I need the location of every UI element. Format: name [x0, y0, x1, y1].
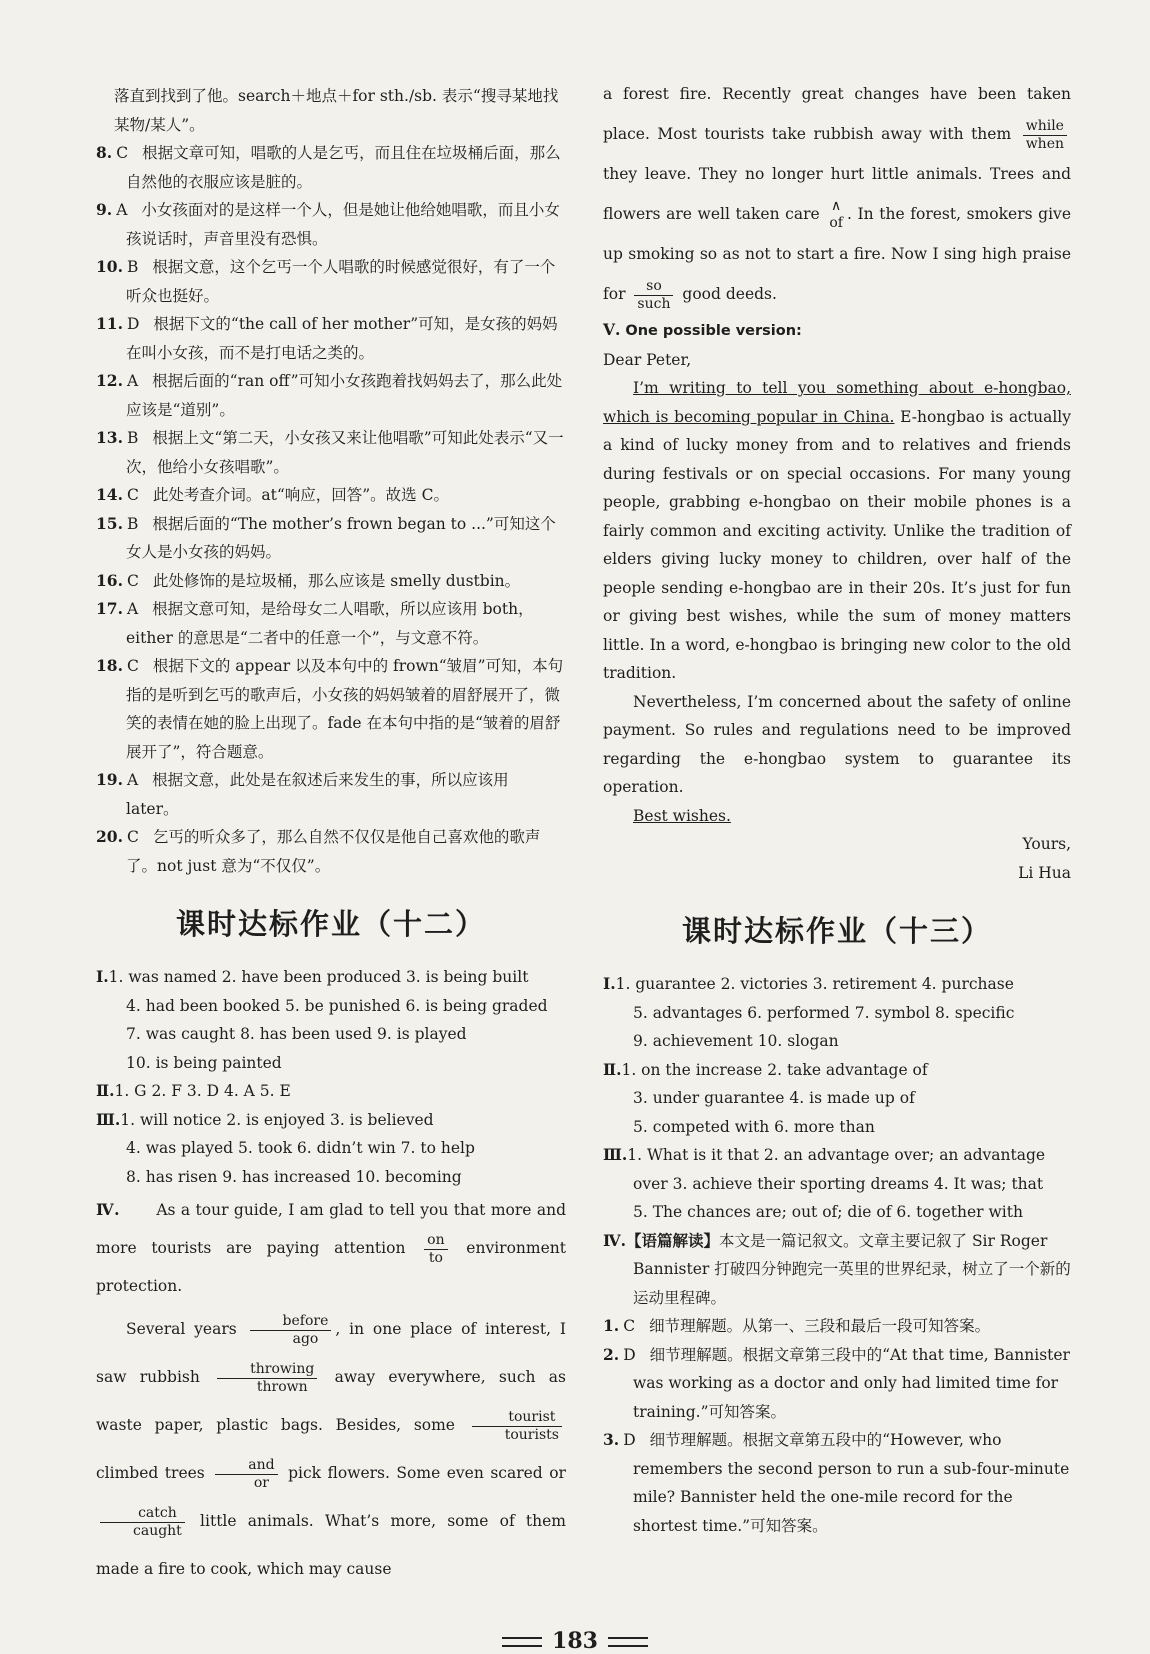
essay-text: environment protection. [96, 1239, 566, 1295]
answer-number: 16. [96, 570, 123, 590]
essay-text: As a tour guide, I am glad to tell you that more and more tourists are paying attention [96, 1201, 566, 1257]
answer-item [603, 1426, 1071, 1540]
exercise-12-part-2 [96, 1077, 566, 1106]
answer-explanation: 根据后面的“The mother’s frown began to ...”可知这个女人是小女孩的妈妈。 [126, 514, 556, 561]
answer-letter: D [623, 1345, 636, 1364]
correction-mark: while when [1023, 118, 1067, 153]
answer-letter: B [126, 429, 139, 447]
answer-line: 3. under guarantee 4. is made up of [633, 1089, 915, 1107]
answer-explanation: 根据下文的“the call of her mother”可知，是女孩的妈妈在叫小女孩，而不是打电话之类的。 [126, 315, 558, 362]
part-label: Ⅰ. [603, 974, 616, 993]
answer-line: over 3. achieve their sporting dreams 4. It was; that [633, 1174, 1044, 1193]
answer-letter: C [116, 144, 129, 162]
answer-line: 1. will notice 2. is enjoyed 3. is believed [120, 1110, 434, 1129]
answer-letter: C [126, 828, 139, 846]
answer-line: 5. The chances are; out of; die of 6. together with [633, 1203, 1023, 1221]
answer-letter: C [126, 571, 139, 590]
correction-mark: throwing thrown [217, 1361, 317, 1396]
right-column [603, 82, 1071, 1540]
answer-item [96, 424, 566, 481]
answer-number: 11. [96, 314, 123, 333]
correction-mark: so such [634, 278, 673, 313]
part-label: Ⅳ. [603, 1230, 626, 1250]
answer-letter: C [126, 657, 139, 675]
answer-line: 5. advantages 6. performed 7. symbol 8. specific [633, 1003, 1015, 1022]
answer-number: 14. [96, 485, 123, 504]
answer-letter: D [126, 315, 140, 333]
answer-line: 1. guarantee 2. victories 3. retirement 4. purchase [615, 975, 1014, 993]
letter-underlined: I’m writing to tell you something about e-hongbao, which is becoming popular in China. [603, 379, 1071, 426]
answer-item [96, 567, 566, 596]
answer-explanation: 细节理解题。根据文章第五段中的“However, who remembers the second person to run a sub-four-minute mile? Bannister held the one-mile record for the shortest time.”可知答案。 [633, 1431, 1070, 1535]
essay-text: away everywhere, such as waste paper, plastic bags. Besides, some [96, 1368, 566, 1434]
answer-explanation: 小女孩面对的是这样一个人，但是她让他给她唱歌，而且小女孩说话时，声音里没有恐惧。 [126, 201, 560, 248]
answer-explanation: 此处修饰的是垃圾桶，那么应该是 smelly dustbin。 [152, 571, 521, 590]
letter-sign-off: Yours, [1022, 835, 1071, 853]
exercise-13-part-2 [603, 1056, 1071, 1142]
answer-number: 10. [96, 257, 123, 276]
letter-signature: Li Hua [1018, 863, 1071, 882]
right-answer-list [603, 1312, 1071, 1540]
answer-number: 20. [96, 827, 123, 846]
answer-line: 1. What is it that 2. an advantage over; an advantage [627, 1146, 1046, 1164]
answer-explanation: 细节理解题。从第一、三段和最后一段可知答案。 [649, 1317, 991, 1335]
answer-number: 3. [603, 1430, 620, 1449]
letter-body: E-hongbao is actually a kind of lucky money from and to relatives and friends during festivals or on special occasions. For many young people, grabbing e-hongbao on their mobile phones is a fairly common and exciting activity. Unlike the tradition of elders giving lucky money to children, over half of the people sending e-hongbao are in their 20s. It’s just for fun or giving best wishes, while the sum of money matters little. In a word, e-hongbao is bringing new color to the old tradition. [603, 407, 1071, 682]
answer-explanation: 细节理解题。根据文章第三段中的“At that time, Bannister was working as a doctor and only had limited time for training.”可知答案。 [633, 1345, 1070, 1421]
answer-line: 8. has risen 9. has increased 10. becoming [126, 1167, 462, 1186]
answer-item [96, 652, 566, 766]
correction-mark: catch caught [100, 1505, 185, 1540]
exercise-12-part-4 [96, 1191, 566, 1593]
section-title-12: 课时达标作业（十二） [175, 907, 486, 941]
letter-greeting: Dear Peter, [603, 350, 692, 369]
answer-letter: A [126, 372, 139, 390]
answer-item [96, 253, 566, 310]
answer-line: 1. was named 2. have been produced 3. is being built [108, 968, 529, 986]
answer-number: 8. [96, 143, 113, 162]
exercise-12-part-1 [96, 963, 566, 1077]
answer-item [603, 1312, 1071, 1341]
correction-mark: $\frac{on}{to}$ [424, 1232, 447, 1267]
answer-item [96, 367, 566, 424]
answer-explanation: 根据文意，这个乞丐一个人唱歌的时候感觉很好，有了一个听众也挺好。 [126, 258, 556, 305]
answer-line: 4. had been booked 5. be punished 6. is being graded [126, 996, 548, 1015]
answer-explanation: 根据后面的“ran off”可知小女孩跑着找妈妈去了，那么此处应该是“道别”。 [126, 372, 563, 419]
essay-text: , in one place of interest, I saw rubbish [96, 1320, 566, 1386]
answer-number: 18. [96, 656, 123, 675]
footer-rule-right [608, 1637, 648, 1647]
part-label: Ⅲ. [603, 1145, 628, 1164]
version-heading: One possible version: [625, 323, 802, 339]
answer-item [96, 823, 566, 880]
answer-line: 5. competed with 6. more than [633, 1117, 875, 1136]
answer-explanation: 根据文章可知，唱歌的人是乞丐，而且住在垃圾桶后面，那么自然他的衣服应该是脏的。 [126, 144, 561, 191]
answer-number: 2. [603, 1344, 620, 1364]
answer-item [96, 595, 566, 652]
essay-text: pick flowers. Some even scared or [288, 1464, 566, 1482]
exercise-13-part-1 [603, 970, 1071, 1056]
answer-explanation: 根据文意，此处是在叙述后来发生的事，所以应该用 later。 [126, 771, 509, 818]
answer-number: 12. [96, 371, 123, 390]
answer-number: 15. [96, 513, 123, 533]
answer-letter: A [126, 600, 139, 618]
answer-item [96, 766, 566, 823]
answer-line: 9. achievement 10. slogan [633, 1032, 839, 1050]
essay-text: little animals. What’s more, some of them made a fire to cook, which may cause [96, 1512, 566, 1578]
section-title-13: 课时达标作业（十三） [681, 914, 992, 948]
correction-mark: tourist tourists [472, 1409, 562, 1444]
answer-item [96, 481, 566, 510]
essay-text: climbed trees [96, 1464, 205, 1482]
answer-line: 1. on the increase 2. take advantage of [621, 1060, 928, 1079]
essay-continuation [603, 74, 1071, 314]
answer-line: 7. was caught 8. has been used 9. is played [126, 1025, 467, 1043]
exercise-13-part-4 [603, 1227, 1071, 1313]
part-label: Ⅱ. [603, 1059, 622, 1079]
exercise-12-part-3 [96, 1106, 566, 1192]
part-label: Ⅲ. [96, 1109, 121, 1129]
answer-letter: A [116, 201, 128, 219]
answer-explanation: 根据文意可知，是给母女二人唱歌，所以应该用 both，either 的意思是“二者中的任意一个”，与文意不符。 [126, 600, 534, 647]
passage-summary: 本文是一篇记叙文。文章主要记叙了 Sir Roger Bannister 打破四分钟跑完一英里的世界纪录，树立了一个新的运动里程碑。 [633, 1231, 1071, 1307]
letter-closing: Best wishes. [633, 806, 731, 825]
part-label: Ⅴ. [603, 320, 621, 339]
essay-text: Several years [126, 1320, 237, 1338]
correction-mark: before ago [250, 1313, 332, 1348]
answer-letter: A [126, 771, 139, 789]
answer-item [96, 139, 566, 196]
answer-explanation: 此处考查介词。at“响应，回答”。故选 C。 [152, 486, 449, 504]
answer-number: 1. [603, 1316, 620, 1335]
left-answer-list [96, 139, 566, 880]
left-column [96, 82, 566, 1593]
part-label: Ⅱ. [96, 1081, 115, 1100]
passage-tag: 【语篇解读】 [626, 1230, 720, 1250]
answer-item [603, 1341, 1071, 1427]
answer-item [96, 310, 566, 367]
answer-number: 13. [96, 428, 123, 447]
answer-number: 17. [96, 599, 123, 618]
answer-item [96, 510, 566, 567]
sample-letter [603, 346, 1071, 888]
answer-letter: B [126, 258, 139, 276]
answer-line: 4. was played 5. took 6. didn’t win 7. to help [126, 1139, 475, 1157]
answer-letter: C [623, 1317, 636, 1335]
correction-mark: ∧ of [829, 198, 843, 231]
answer-number: 19. [96, 770, 123, 789]
essay-text: they leave. They no longer hurt little animals. Trees and flowers are well taken care [603, 165, 1071, 223]
answer-line: 1. G 2. F 3. D 4. A 5. E [114, 1082, 291, 1100]
page-number: 183 [552, 1628, 598, 1654]
answer-explanation: 根据上文“第二天，小女孩又来让他唱歌”可知此处表示“又一次，他给小女孩唱歌”。 [126, 429, 564, 476]
essay-text: . In the forest, smokers give up smoking so as not to start a fire. Now I sing high praise for [603, 205, 1071, 303]
essay-text: a forest fire. Recently great changes have been taken place. Most tourists take rubbish away with them [603, 85, 1071, 143]
answer-letter: B [126, 514, 139, 533]
footer-rule-left [502, 1637, 542, 1647]
intro-text: 落直到找到了他。search＋地点＋for sth./sb. 表示“搜寻某地找某物/某人”。 [114, 87, 559, 134]
answer-item [96, 196, 566, 253]
correction-mark: and or [215, 1457, 277, 1492]
answer-explanation: 乞丐的听众多了，那么自然不仅仅是他自己喜欢他的歌声了。not just 意为“不仅仅”。 [126, 828, 541, 875]
answer-line: 10. is being painted [126, 1053, 282, 1072]
exercise-13-part-3 [603, 1141, 1071, 1227]
part-label: Ⅰ. [96, 967, 109, 986]
answer-number: 9. [96, 200, 113, 219]
answer-letter: C [126, 486, 139, 504]
answer-letter: D [623, 1431, 636, 1449]
letter-body: Nevertheless, I’m concerned about the safety of online payment. So rules and regulations need to be improved regarding the e-hongbao system to guarantee its operation. [603, 692, 1071, 796]
essay-text: good deeds. [682, 285, 777, 303]
answer-explanation: 根据下文的 appear 以及本句中的 frown“皱眉”可知，本句指的是听到乞丐的歌声后，小女孩的妈妈皱着的眉舒展开了，微笑的表情在她的脸上出现了。fade 在本句中指的是“皱着的眉舒展开了”，符合题意。 [126, 657, 564, 761]
part-label: Ⅳ. [96, 1200, 120, 1219]
page-footer [0, 1628, 1150, 1654]
